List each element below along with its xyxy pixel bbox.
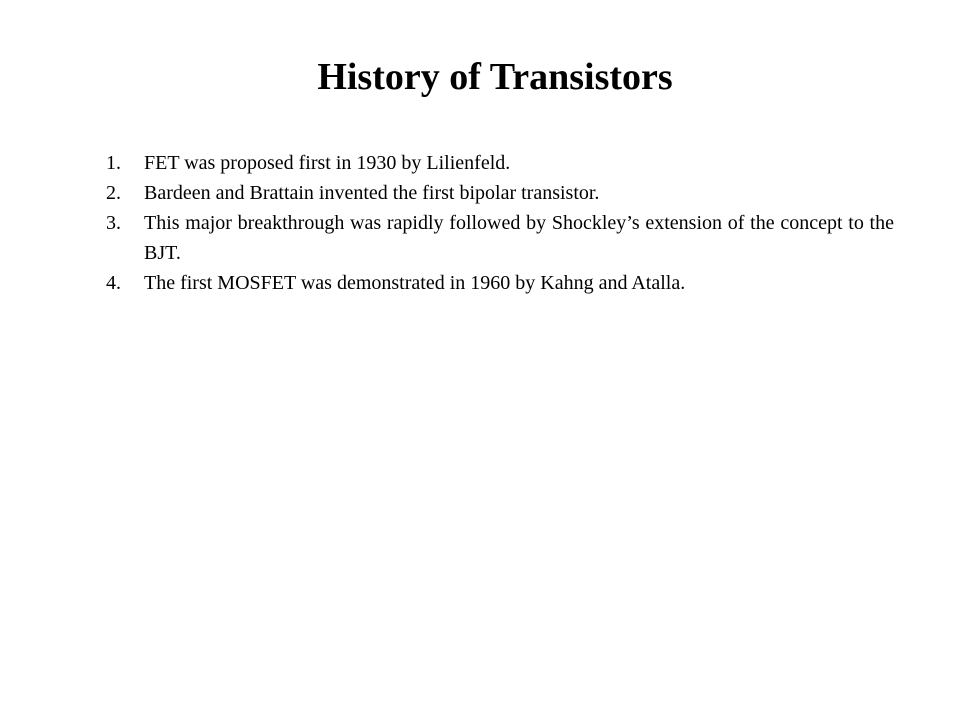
slide-title: History of Transistors — [317, 56, 673, 98]
list-item — [106, 178, 894, 208]
list-item — [106, 208, 894, 268]
list-item-text: Bardeen and Brattain invented the first bipolar transistor. — [144, 182, 600, 204]
list-item-number: 1. — [106, 152, 121, 174]
list-item-number: 3. — [106, 212, 121, 234]
list-item-text: The first MOSFET was demonstrated in 1960 by Kahng and Atalla. — [144, 272, 686, 294]
list-item-text: This major breakthrough was rapidly followed by Shockley’s extension of the concept to the BJT. — [144, 212, 894, 264]
list-item — [106, 268, 894, 298]
list-item — [106, 148, 894, 178]
list-item-number: 4. — [106, 272, 121, 294]
numbered-list — [106, 148, 894, 298]
list-item-text: FET was proposed first in 1930 by Lilienfeld. — [144, 152, 511, 174]
list-item-number: 2. — [106, 182, 121, 204]
